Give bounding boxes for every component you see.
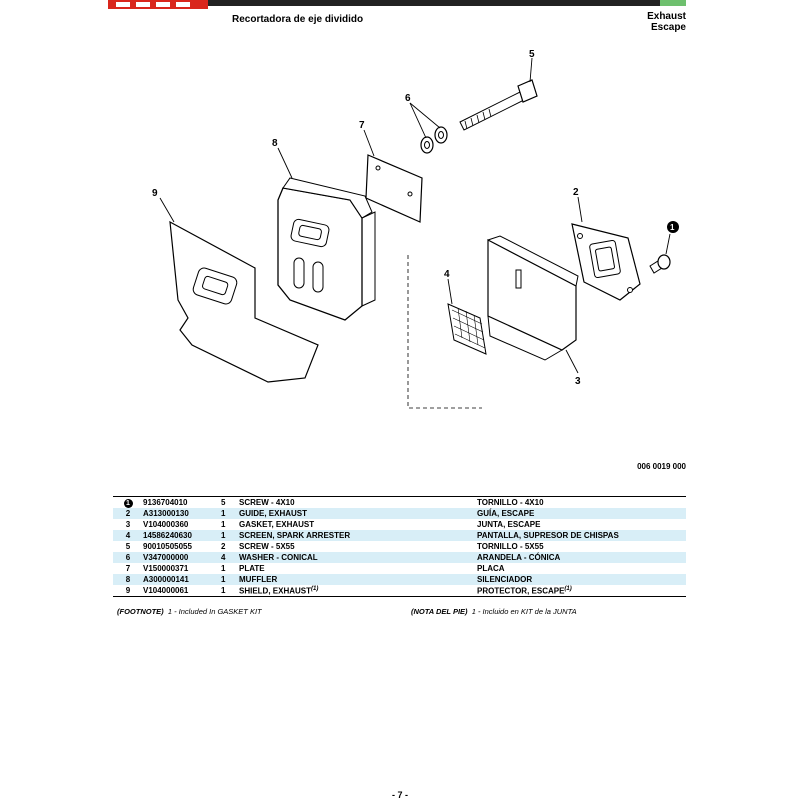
part-qty: 1 [221, 586, 226, 595]
part-qty: 1 [221, 564, 226, 573]
callout-9: 9 [152, 188, 158, 199]
part-num: 7 [125, 564, 131, 573]
part-number: V104000360 [143, 520, 189, 529]
callout-3: 3 [575, 376, 581, 387]
part-num: 2 [125, 509, 131, 518]
part-num: 1 [113, 498, 143, 508]
part-number: 90010505055 [143, 542, 192, 551]
callout-4: 4 [444, 269, 450, 280]
part-num: 6 [125, 553, 131, 562]
part-desc-es: ARANDELA - CÓNICA [477, 553, 561, 562]
page-subtitle: Recortadora de eje dividido [232, 14, 364, 25]
muffler-part [278, 178, 375, 320]
part-qty: 1 [221, 509, 226, 518]
part-num: 9 [125, 586, 131, 595]
part-num: 4 [125, 531, 131, 540]
part-qty: 4 [221, 553, 226, 562]
part-desc-en: MUFFLER [239, 575, 278, 584]
parts-table [113, 496, 686, 597]
screen-part [448, 304, 486, 354]
part-number: 9136704010 [143, 498, 188, 507]
part-qty: 5 [221, 498, 226, 507]
part-desc-es: PANTALLA, SUPRESOR DE CHISPAS [477, 531, 619, 540]
part-num: 5 [125, 542, 131, 551]
part-number: A300000141 [143, 575, 189, 584]
part-desc-en: SCREEN, SPARK ARRESTER [239, 531, 351, 540]
part-qty: 2 [221, 542, 226, 551]
callout-1: 1 [670, 223, 675, 232]
parts-row [113, 519, 686, 530]
part-desc-en: GASKET, EXHAUST [239, 520, 315, 529]
washer-part [421, 127, 447, 153]
part-desc-es: PLACA [477, 564, 505, 573]
part-qty: 1 [221, 575, 226, 584]
part-desc-es: SILENCIADOR [477, 575, 533, 584]
bracket-part [488, 236, 578, 360]
parts-row [113, 574, 686, 585]
callout-6: 6 [405, 93, 411, 104]
parts-row [113, 508, 686, 519]
part-desc-en: WASHER - CONICAL [239, 553, 318, 562]
part-desc-es: JUNTA, ESCAPE [477, 520, 541, 529]
footnote-en [117, 607, 262, 616]
callout-5: 5 [529, 49, 535, 60]
part-number: V104000061 [143, 586, 189, 595]
part-number: A313000130 [143, 509, 189, 518]
part-desc-en: PLATE [239, 564, 265, 573]
parts-row [113, 497, 686, 508]
part-desc-es: TORNILLO - 5X55 [477, 542, 544, 551]
page-number: - 7 - [391, 790, 408, 800]
footnote-mark: (1) [311, 585, 319, 592]
guide-part [572, 224, 640, 300]
part-desc-es: TORNILLO - 4X10 [477, 498, 544, 507]
part-num: 8 [125, 575, 131, 584]
section-title-es: Escape [650, 22, 686, 33]
parts-row [113, 530, 686, 541]
part-number: V150000371 [143, 564, 189, 573]
drawing-code: 006 0019 000 [637, 462, 686, 471]
part-desc-en: SHIELD, EXHAUST$^{(1)}$ [239, 585, 319, 596]
part-num: 3 [125, 520, 131, 529]
part-number: V347000000 [143, 553, 189, 562]
parts-row [113, 563, 686, 574]
parts-row [113, 552, 686, 563]
footnote-es-label: (NOTA DEL PIE) [411, 607, 468, 616]
part-qty: 1 [221, 531, 226, 540]
small-screw-part [650, 255, 670, 273]
footnote-mark: (1) [564, 585, 572, 592]
callout-2: 2 [573, 187, 579, 198]
part-qty: 1 [221, 520, 226, 529]
footnote-en-label: (FOOTNOTE) [117, 607, 164, 616]
callout-8: 8 [272, 138, 278, 149]
footnote-es-text: 1 - Incluido en KIT de la JUNTA [471, 607, 577, 616]
part-number: 14586240630 [143, 531, 192, 540]
parts-row [113, 585, 686, 596]
parts-row [113, 541, 686, 552]
section-title-en: Exhaust [647, 11, 686, 22]
part-desc-en: SCREW - 4X10 [239, 498, 295, 507]
footnote-es [411, 607, 577, 616]
long-screw-part [460, 80, 537, 130]
footnote-en-text: 1 - Included In GASKET KIT [167, 607, 262, 616]
callout-7: 7 [359, 120, 365, 131]
part-desc-en: GUIDE, EXHAUST [239, 509, 308, 518]
part-desc-en: SCREW - 5X55 [239, 542, 295, 551]
part-desc-es: GUÍA, ESCAPE [477, 509, 535, 518]
part-desc-es: PROTECTOR, ESCAPE$^{(1)}$ [477, 585, 572, 596]
